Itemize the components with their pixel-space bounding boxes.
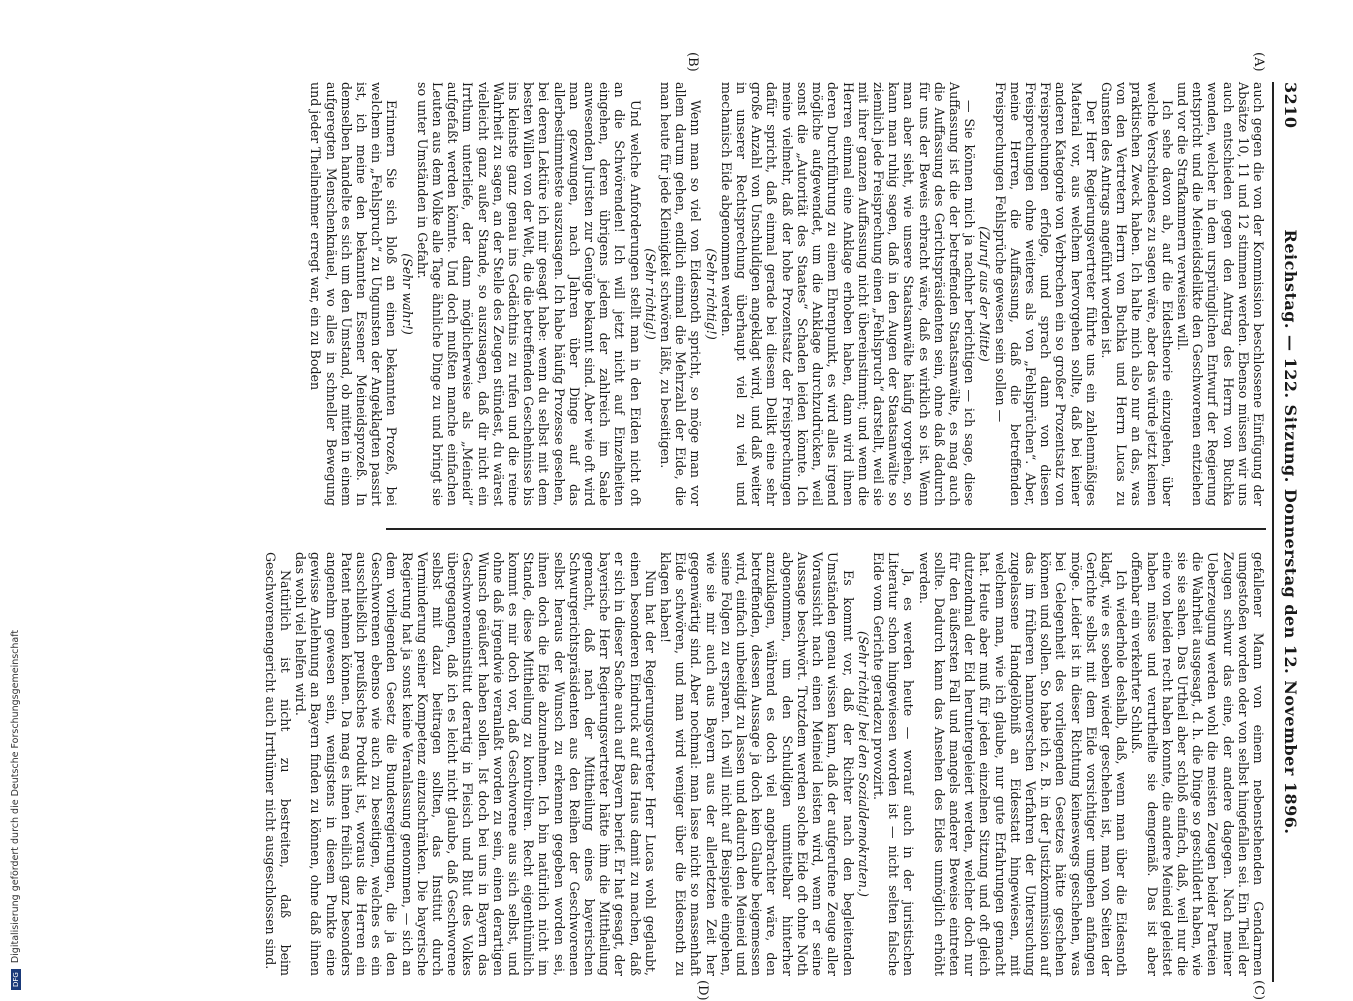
page-number: 3210 (1281, 82, 1300, 129)
left-column (308, 82, 1266, 506)
paragraph: Ich sehe davon ab, auf die Eidestheorie einzugehen, über welche Verschiedenes zu sagen wäre, aber das würde jetzt keinen praktischen Zweck haben. Ich halte mich also nur an das, was von den Vertretern Herrn von Buchka und Herrn Lucas zu Gunsten des Antrags angeführt worden ist. (1098, 82, 1175, 506)
running-title: Reichstag. — 122. Sitzung. Donnerstag den 12. November 1896. (1281, 229, 1300, 835)
paragraph: — Sie können mich ja nachher berichtigen — ich sage, diese Auffassung ist die der betreffenden Staatsanwälte, es mag auch die Auffassung des Gerichtspräsidenten sein, ohne daß dadurch für uns der Beweis erbracht wäre, daß es wirklich so ist. Wenn man aber sieht, wie unsere Staatsanwälte häufig vorgehen, so kann man ruhig sagen, daß in den Augen der Staatsanwälte so ziemlich jede Freisprechung einen „Fehlspruch“ darstellt, weil sie mit ihrer ganzen Auffassung nicht übereinstimmt; und wenn die Herren einmal eine Anklage erhoben haben, dann wird ihnen deren Durchführung zu einem Ehrenpunkt, es wird alles irgend mögliche aufgewendet, um die Anklage durchzudrücken, weil sonst die „Autorität des Staates“ Schaden leiden könnte. Ich meine vielmehr, daß der hohe Prozentsatz der Freisprechungen dafür spricht, daß einmal gerade bei diesem Delikt eine sehr große Anzahl von Unschuldigen angeklagt wird, und daß weiter in unserer Rechtsprechung überhaupt viel zu viel und mechanisch Eide abgenommen werden. (718, 82, 978, 506)
paragraph: Wenn man so viel von Eidesnoth spricht, so möge man vor allem darum gehen, endlich einmal die Mehrzahl der Eide, die man heute für jede Kleinigkeit schwören läßt, zu beseitigen. (658, 82, 704, 506)
paragraph: Es kommt vor, daß der Richter nach den begleitenden Umständen genau wissen kann, daß der aufgerufene Zeuge aller Voraussicht nach einen Meineid leisten wird, wenn er seine Aussage beschwört. Trotzdem werden solche Eide oft ohne Noth abgenommen, um den Schuldigen unmittelbar hinterher anzuklagen, während es doch viel angebrachter wäre, den betreffenden, dessen Aussage ja doch kein Glaube beigemessen wird, einfach unbeeidigt zu lassen und dadurch den Meineid und seine Folgen zu ersparen. Ich will nicht auf Beispiele eingehen, wie sie mir auch aus Bayern aus der allerletzten Zeit her gegenwärtig sind. Aber nochmal: man lasse nicht so massenhaft Eide schwören, und man wird weniger über die Eidesnoth zu klagen haben! (658, 552, 856, 976)
rotated-page (85, 52, 1300, 1001)
paragraph: Der Herr Regierungsvertreter führte uns ein zahlenmäßiges Material vor, aus welchem hervorgehen sollte, daß bei keiner anderen Kategorie von Verbrechen ein so großer Prozentsatz von Freisprechungen erfolge, und sprach dann von diesen Freisprechungen ohne weiteres als von „Fehlsprüchen“. Aber, meine Herren, die Auffassung, daß die betreffenden Freisprechungen Fehlsprüche gewesen sein sollen — (992, 82, 1099, 506)
paragraph: Natürlich ist nicht zu bestreiten, daß beim Geschworenengericht auch Irrthümer nicht ausgeschlossen sind. (262, 552, 293, 976)
footer-text: Digitalisierung gefördert durch die Deutsche Forschungsgemeinschaft (10, 629, 21, 964)
margin-mark-a: (A) (1251, 52, 1266, 72)
paragraph: Ja, es werden heute — worauf auch in der juristischen Literatur schon hingewiesen worden ist — nicht selten falsche Eide vom Gerichte geradezu provozirt. (870, 552, 917, 976)
paragraph: (Sehr richtig!) (703, 248, 719, 340)
paragraph: (Zuruf aus der Mitte) (977, 226, 993, 362)
paragraph: Erinnern Sie sich bloß an einen bekannten Prozeß, bei welchem ein „Fehlspruch“ zu Ungunsten der Angeklagten passirt ist, ich meine den bekannten Essener Meineidsprozeß. In demselben handelte es sich um den Umstand, ob mitten in einem aufgeregten Menschenknäuel, wo alles in schneller Bewegung und jeder Theilnehmer erregt war, ein zu Boden (308, 82, 400, 506)
paragraph: Ich wiederhole deshalb, daß, wenn man über die Eidesnoth klagt, wie es soeben wieder geschehen ist, man von Seiten der Gerichte selbst mit dem Eide vorsichtiger umgehen anfangen möge. Leider ist in dieser Richtung keineswegs geschehen, was bei Gelegenheit des vorliegenden Gesetzes hätte geschehen können und sollen. So habe ich z. B. in der Justizkommission auf das im früheren hannoverschen Verfahren der Untersuchung zugelassene Handgelöbniß an Eidesstatt hingewiesen, mit welchem man, wie ich glaube, nur gute Erfahrungen gemacht hat. Heute aber muß für jeden einzelnen Sitzung und oft gleich dutzendmal der Eid heruntergeleiert werden, welcher doch nur für den äußersten Fall und mangels anderer Beweise eintreten sollte. Dadurch kann das Ansehen des Eides unmöglich erhöht werden. (916, 552, 1130, 976)
paragraph: auch gegen die von der Kommission beschlossene Einfügung der Absätze 10, 11 und 12 stimmen werden. Ebenso müssen wir uns auch entschieden gegen den Antrag des Herrn von Buchka wenden, welcher in dem ursprünglichen Entwurf der Regierung entspricht und die Meineidsdelikte den Geschworenen entziehen und vor die Strafkammern verweisen will. (1174, 82, 1266, 506)
margin-mark-d: (D) (695, 980, 710, 1001)
column-divider (386, 528, 1266, 530)
page-header (1276, 82, 1300, 982)
margin-mark-c: (C) (1251, 980, 1266, 1001)
paragraph: (Sehr richtig!) (642, 248, 658, 340)
paragraph: Und welche Anforderungen stellt man in den Eiden nicht oft an die Schwörenden! Ich will jetzt nicht auf Einzelheiten eingehen, deren übrigens jedem der zahlreich im Saale anwesenden Juristen zur Genüge bekannt sind. Aber wie oft wird man gezwungen, nach Jahren über Dinge auf das allerbestimmteste auszusagen. Ich habe häufig Prozesse gesehen, bei deren Lektüre ich mir gesagt habe: wenn du selbst mit dem besten Willen von der Welt, die die betreffenden Geschehnisse bis ins kleinste ganz genau ins Gedächtnis zu rufen und die reine Wahrheit zu sagen, an der Stelle des Zeugen stündest, du wärest vielleicht ganz außer Stande, so auszusagen, daß dir nicht ein Irrthum unterliefe, der dann möglicherweise als „Meineid“ aufgefaßt werden könnte. Und doch mußten manche einfachen Leuten aus dem Volke alle Tage ähnliche Dinge zu und bringt sie so unter Umständen in Gefahr. (414, 82, 643, 506)
header-rule (1272, 82, 1274, 982)
margin-mark-b: (B) (685, 52, 700, 72)
right-column (263, 552, 1266, 976)
paragraph: (Sehr wahr!) (399, 253, 415, 335)
paragraph: (Sehr richtig! bei den Sozialdemokraten.) (855, 631, 871, 897)
dfg-logo: DFG (11, 969, 21, 990)
paragraph: gefallener Mann von einem nebenstehenden Gendarmen umgestoßen worden oder von selbst hingefallen sei. Ein Theil der Zeugen schwur das eine, der andere dagegen. Nach meiner Ueberzeugung werden wohl die meisten Zeugen beider Parteien die Wahrheit ausgesagt, d. h. die Dinge so geschildert haben, wie sie sie sahen. Das Urtheil aber schloß einfach, daß, weil nur die eine von beiden recht haben konnte, die andere Meineid geleistet haben müsse und verurtheilte sie demgemäß. Das ist aber offenbar ein verkehrter Schluß. (1129, 552, 1266, 976)
paragraph: Nun hat der Regierungsvertreter Herr Lucas wohl geglaubt, einen besonderen Eindruck auf das Haus damit zu machen, daß er sich in dieser Sache auch auf Bayern berief. Er hat gesagt, der bayerische Herr Regierungsvertreter hätte ihm die Mittheilung gemacht, daß nach der Mittheilung eines bayerischen Schwurgerichtspräsidenten aus den Reihen der Geschworenen selbst heraus der Wunsch zu erkennen gegeben worden sei, ihnen doch die Eide abzunehmen. Ich bin natürlich nicht im Stande, diese Mittheilung zu kontroliren. Recht eigenthümlich kommt es mir doch vor, daß Geschworene aus sich selbst, und ohne daß irgendwie veranlaßt worden zu sein, einen derartigen Wunsch geäußert haben sollen. Ist doch bei uns in Bayern das Geschworeneninstitut derartig in Fleisch und Blut des Volkes übergegangen, daß ich es leicht nicht glaube, daß Geschworene selbst mit dazu beitragen sollten, das Institut durch Verminderung seiner Kompetenz einzuschränken. Die bayerische Regierung hat ja sonst keine Veranlassung genommen, — sich an dem vorliegenden Gesetz die Bundesregierungen, die ja den Geschworenen ebenso wie auch zu beseitigen, welches es ein ausschließlich preußisches Produkt ist, woraus die Herren ein Patent nehmen können. Da mag es ihnen freilich ganz besonders angenehm gewesen sein, wenigstens in diesem Punkte eine gewisse Anlehnung an Bayern finden zu können, ohne daß ihnen das wohl viel helfen wird. (293, 552, 658, 976)
